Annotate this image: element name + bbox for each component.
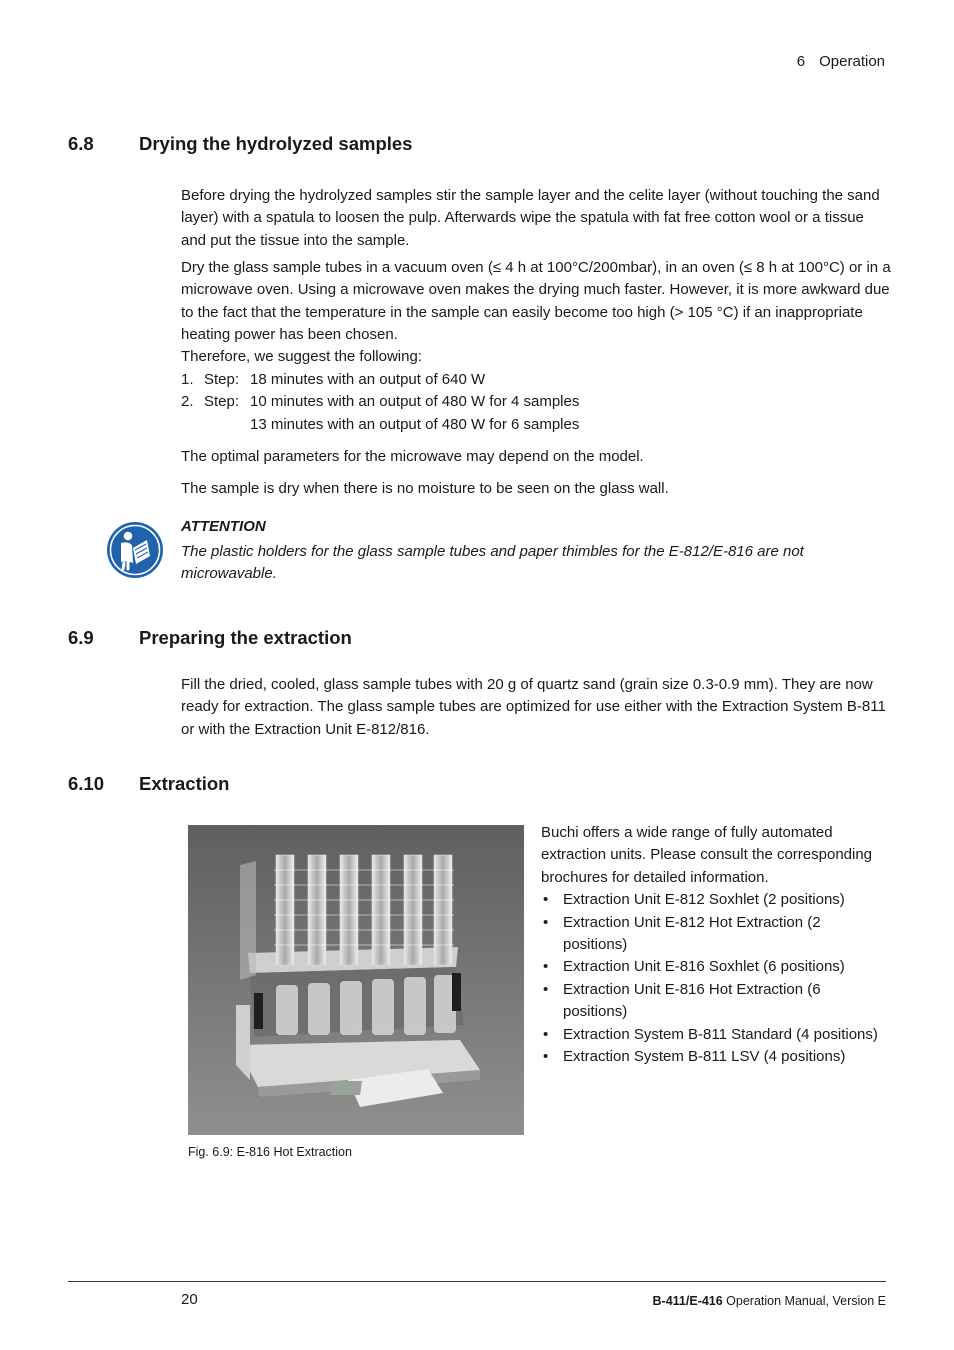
- attention-text: The plastic holders for the glass sample tubes and paper thimbles for the E-812/E-816 are not microwavable.: [181, 543, 804, 583]
- document-version: Operation Manual, Version E: [722, 1294, 886, 1308]
- step-label: Step:: [204, 371, 240, 388]
- extraction-description: [541, 822, 881, 1068]
- bullet: •: [543, 891, 549, 909]
- extraction-unit-photo: [188, 825, 524, 1135]
- section-number: 6.9: [68, 627, 94, 648]
- section-heading-6-9: [68, 627, 352, 649]
- step-item: [181, 414, 579, 436]
- document-title: [653, 1294, 886, 1308]
- step-text: 10 minutes with an output of 480 W for 4 samples: [250, 393, 580, 411]
- section-title: Extraction: [139, 773, 230, 794]
- list-item-text: Extraction System B-811 Standard (4 positions): [563, 1025, 878, 1043]
- step-number: 2.: [181, 393, 194, 411]
- step-number: 1.: [181, 371, 194, 388]
- step-item: [181, 391, 579, 413]
- list-item-text: Extraction Unit E-816 Soxhlet (6 positions): [563, 958, 845, 976]
- chapter-number: 6: [796, 53, 806, 70]
- section-heading-6-8: [68, 133, 412, 155]
- list-item: [541, 956, 881, 978]
- list-item: [541, 1046, 881, 1068]
- read-manual-icon: [106, 521, 164, 579]
- section-heading-6-10: [68, 773, 229, 795]
- section-number: 6.10: [68, 773, 105, 794]
- step-label: [204, 414, 250, 436]
- paragraph: Dry the glass sample tubes in a vacuum oven (≤ 4 h at 100°C/200mbar), in an oven (≤ 8 h at 100°C) or in a microwave oven. Using a microwave oven makes the drying much faster. However, it is more awkward due to the fact that the temperature in the sample can easily become too high (> 105 °C) if an inappropriate heating power has been chosen.: [181, 259, 891, 344]
- bullet: •: [543, 913, 549, 931]
- paragraph: Therefore, we suggest the following:: [181, 348, 422, 365]
- section-number: 6.8: [68, 133, 94, 154]
- extraction-unit-list: [541, 889, 881, 1068]
- bullet: •: [543, 958, 549, 976]
- bullet: •: [543, 980, 549, 998]
- paragraph: The optimal parameters for the microwave may depend on the model.: [181, 448, 644, 465]
- bullet: •: [543, 1025, 549, 1043]
- step-text: 18 minutes with an output of 640 W: [250, 371, 486, 388]
- list-item: [541, 1024, 881, 1046]
- document-model: B-411/E-416: [652, 1294, 723, 1308]
- step-item: [181, 369, 579, 391]
- figure-caption: Fig. 6.9: E-816 Hot Extraction: [188, 1145, 352, 1159]
- list-item-text: Extraction Unit E-816 Hot Extraction (6 positions): [563, 980, 821, 1021]
- section-title: Preparing the extraction: [139, 627, 352, 648]
- step-list: [181, 369, 579, 436]
- list-item-text: Extraction Unit E-812 Soxhlet (2 positions): [563, 891, 845, 909]
- list-item-text: Extraction Unit E-812 Hot Extraction (2 positions): [563, 913, 821, 954]
- attention-title: ATTENTION: [181, 518, 266, 535]
- paragraph: The sample is dry when there is no moisture to be seen on the glass wall.: [181, 480, 669, 497]
- extraction-intro: Buchi offers a wide range of fully automated extraction units. Please consult the corresponding brochures for detailed information.: [541, 824, 873, 886]
- footer-divider: [68, 1281, 886, 1282]
- paragraph: Fill the dried, cooled, glass sample tubes with 20 g of quartz sand (grain size 0.3-0.9 mm). They are now ready for extraction. The glass sample tubes are optimized for use either with the Extraction System B-811 or with the Extraction Unit E-812/816.: [181, 676, 886, 738]
- running-head: [797, 53, 885, 70]
- chapter-title: Operation: [819, 53, 885, 70]
- list-item: [541, 979, 881, 1024]
- list-item-text: Extraction System B-811 LSV (4 positions): [563, 1048, 846, 1066]
- list-item: [541, 889, 881, 911]
- bullet: •: [543, 1048, 549, 1066]
- step-label: Step:: [204, 393, 240, 411]
- step-text: 13 minutes with an output of 480 W for 6 samples: [250, 415, 580, 433]
- step-number: [181, 414, 204, 436]
- paragraph: Before drying the hydrolyzed samples stir the sample layer and the celite layer (without touching the sand layer) with a spatula to loosen the pulp. Afterwards wipe the spatula with fat free cotton wool or a tissue and put the tissue into the sample.: [181, 187, 880, 249]
- page-number: 20: [181, 1291, 198, 1308]
- section-title: Drying the hydrolyzed samples: [139, 133, 413, 154]
- list-item: [541, 912, 881, 957]
